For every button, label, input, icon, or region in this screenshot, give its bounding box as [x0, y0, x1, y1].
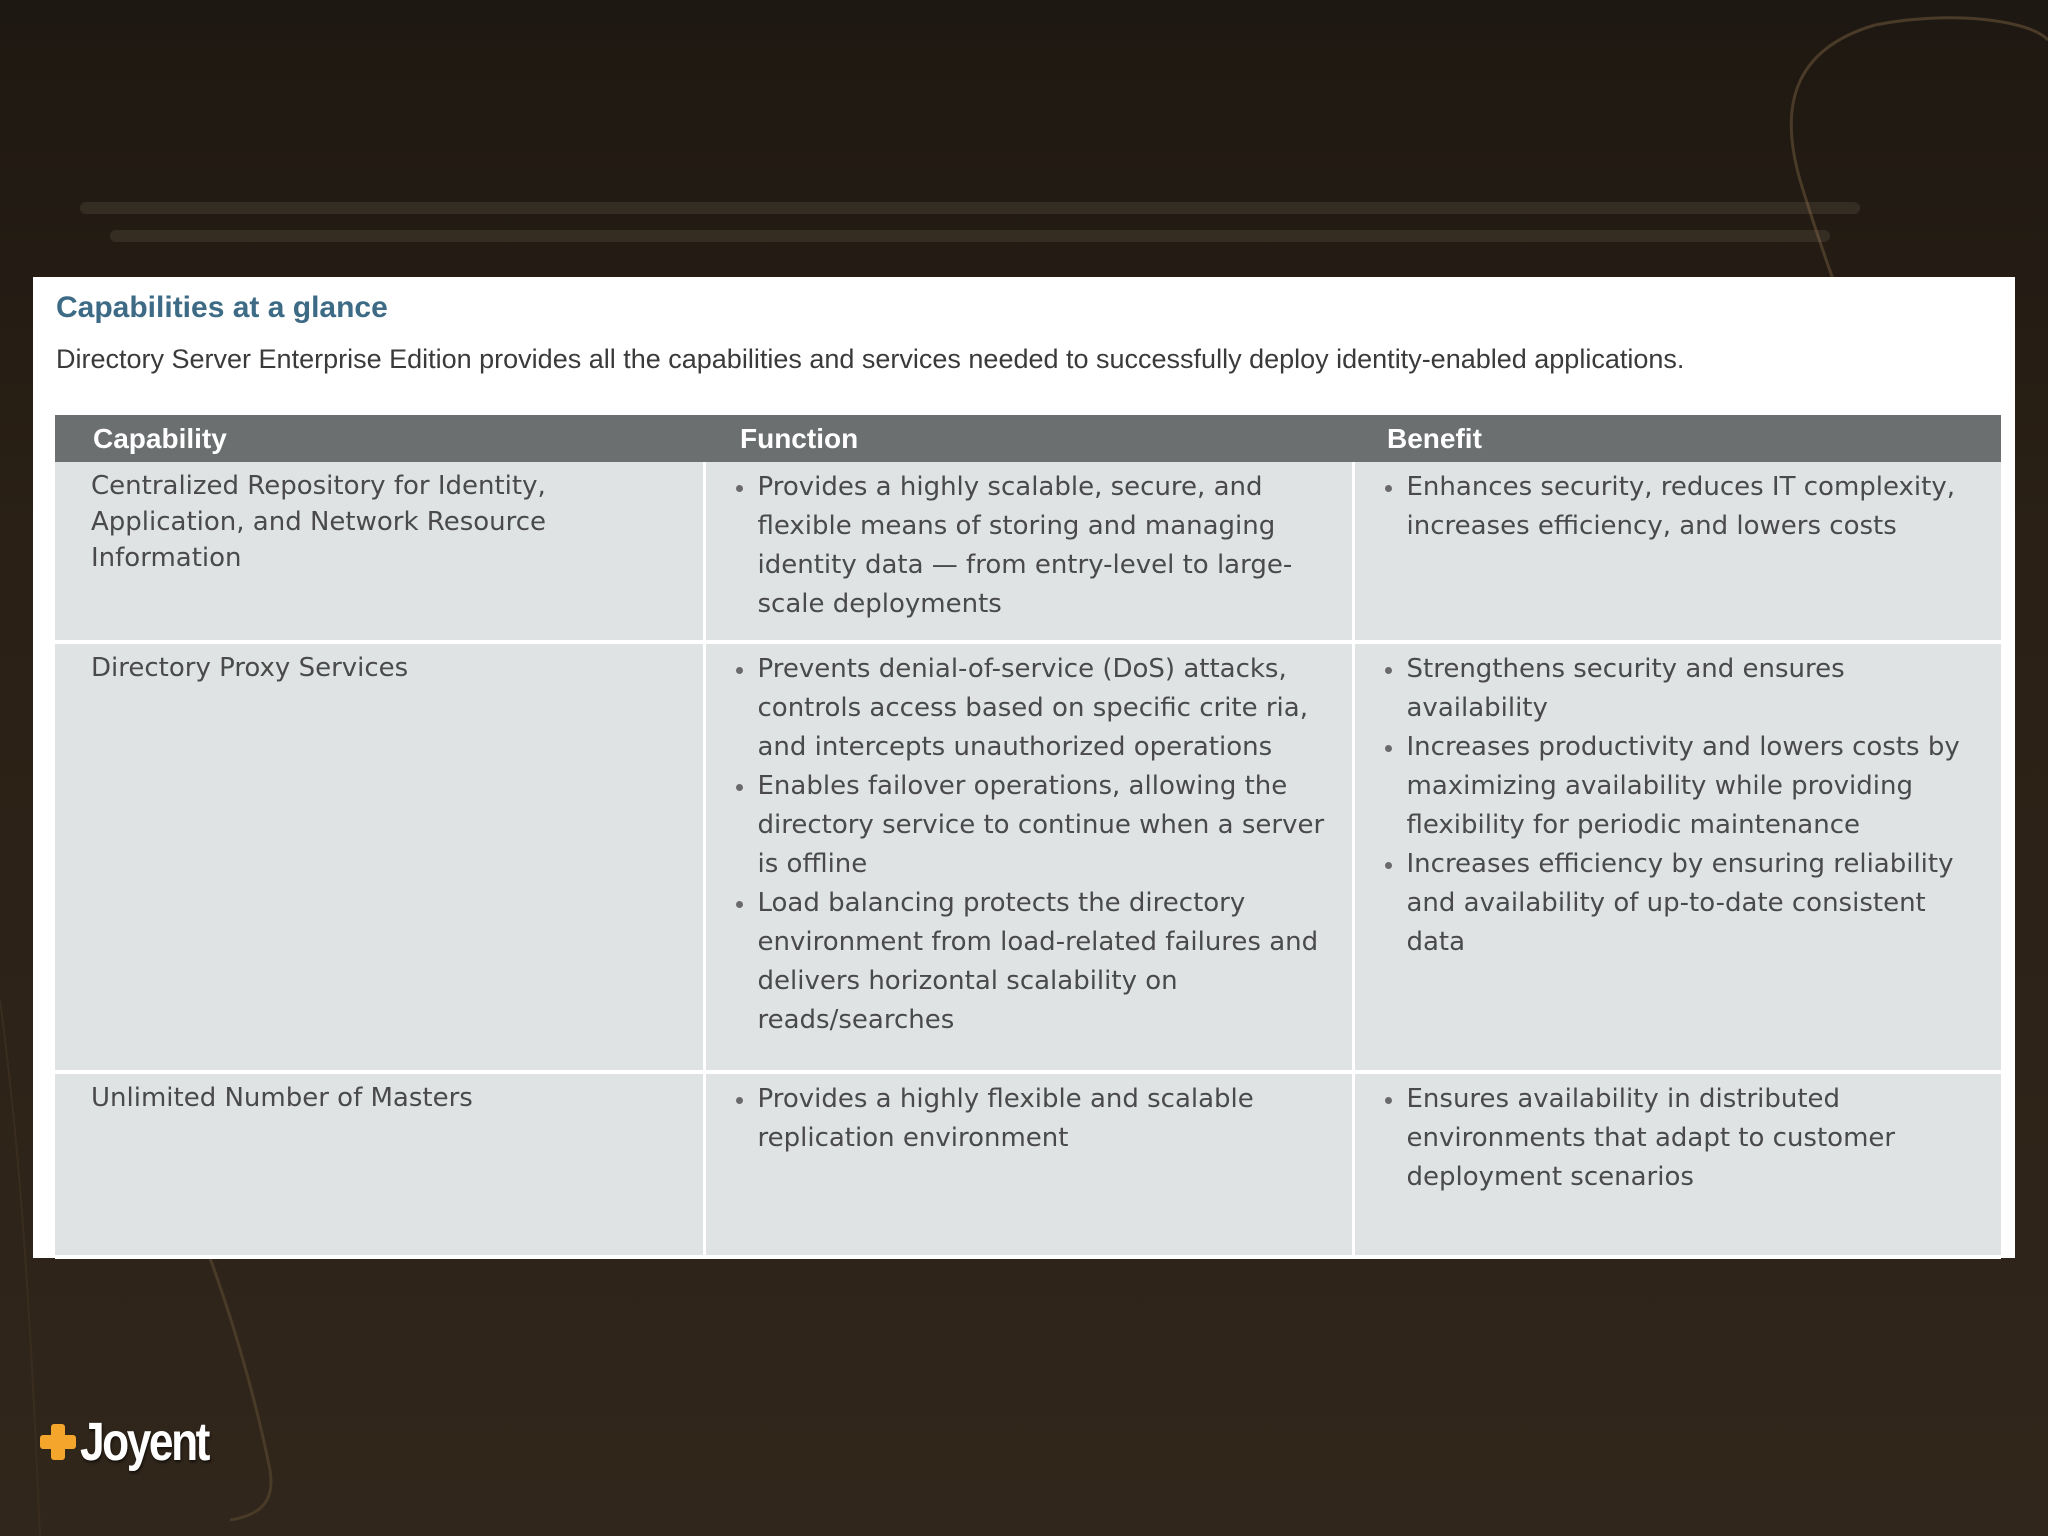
benefit-cell	[1353, 1072, 2001, 1257]
benefit-item: Increases productivity and lowers costs by maximizing availability while providing flexibility for periodic maintenance	[1379, 728, 1982, 845]
capabilities-document	[33, 277, 2015, 1258]
function-list	[730, 650, 1332, 1040]
function-cell	[704, 1072, 1353, 1257]
document-subtitle: Directory Server Enterprise Edition provides all the capabilities and services needed to successfully deploy identity-enabled applications.	[56, 344, 1685, 374]
document-title: Capabilities at a glance	[56, 291, 388, 324]
joyent-logo	[40, 1412, 236, 1472]
benefit-item: Ensures availability in distributed environments that adapt to customer deployment scenarios	[1379, 1080, 1982, 1197]
benefit-item: Increases efficiency by ensuring reliability and availability of up-to-date consistent data	[1379, 845, 1982, 962]
column-header-capability: Capability	[55, 415, 704, 462]
benefit-cell	[1353, 462, 2001, 642]
function-list	[730, 1080, 1332, 1158]
function-item: Provides a highly scalable, secure, and flexible means of storing and managing identity data — from entry-level to large-scale deployments	[730, 468, 1332, 624]
benefit-list	[1379, 650, 1982, 962]
function-item: Load balancing protects the directory environment from load-related failures and delivers horizontal scalability on reads/searches	[730, 884, 1332, 1040]
table-row	[55, 462, 2001, 642]
faded-background-text	[80, 190, 1960, 260]
capabilities-table	[55, 415, 2001, 1259]
capability-cell: Directory Proxy Services	[55, 642, 704, 1072]
table-row	[55, 1072, 2001, 1257]
capability-cell: Centralized Repository for Identity, Application, and Network Resource Information	[55, 462, 704, 642]
benefit-list	[1379, 1080, 1982, 1197]
function-item: Prevents denial-of-service (DoS) attacks, controls access based on specific crite ria, and intercepts unauthorized operations	[730, 650, 1332, 767]
benefit-cell	[1353, 642, 2001, 1072]
plus-cross-icon	[40, 1424, 76, 1460]
logo-wordmark: Joyent	[80, 1412, 208, 1472]
benefit-list	[1379, 468, 1982, 546]
function-item: Enables failover operations, allowing the directory service to continue when a server is offline	[730, 767, 1332, 884]
table-header-row	[55, 415, 2001, 462]
function-cell	[704, 642, 1353, 1072]
column-header-function: Function	[704, 415, 1353, 462]
capability-cell: Unlimited Number of Masters	[55, 1072, 704, 1257]
table-row	[55, 642, 2001, 1072]
function-cell	[704, 462, 1353, 642]
benefit-item: Enhances security, reduces IT complexity, increases efficiency, and lowers costs	[1379, 468, 1982, 546]
function-list	[730, 468, 1332, 624]
function-item: Provides a highly flexible and scalable replication environment	[730, 1080, 1332, 1158]
benefit-item: Strengthens security and ensures availability	[1379, 650, 1982, 728]
column-header-benefit: Benefit	[1353, 415, 2001, 462]
